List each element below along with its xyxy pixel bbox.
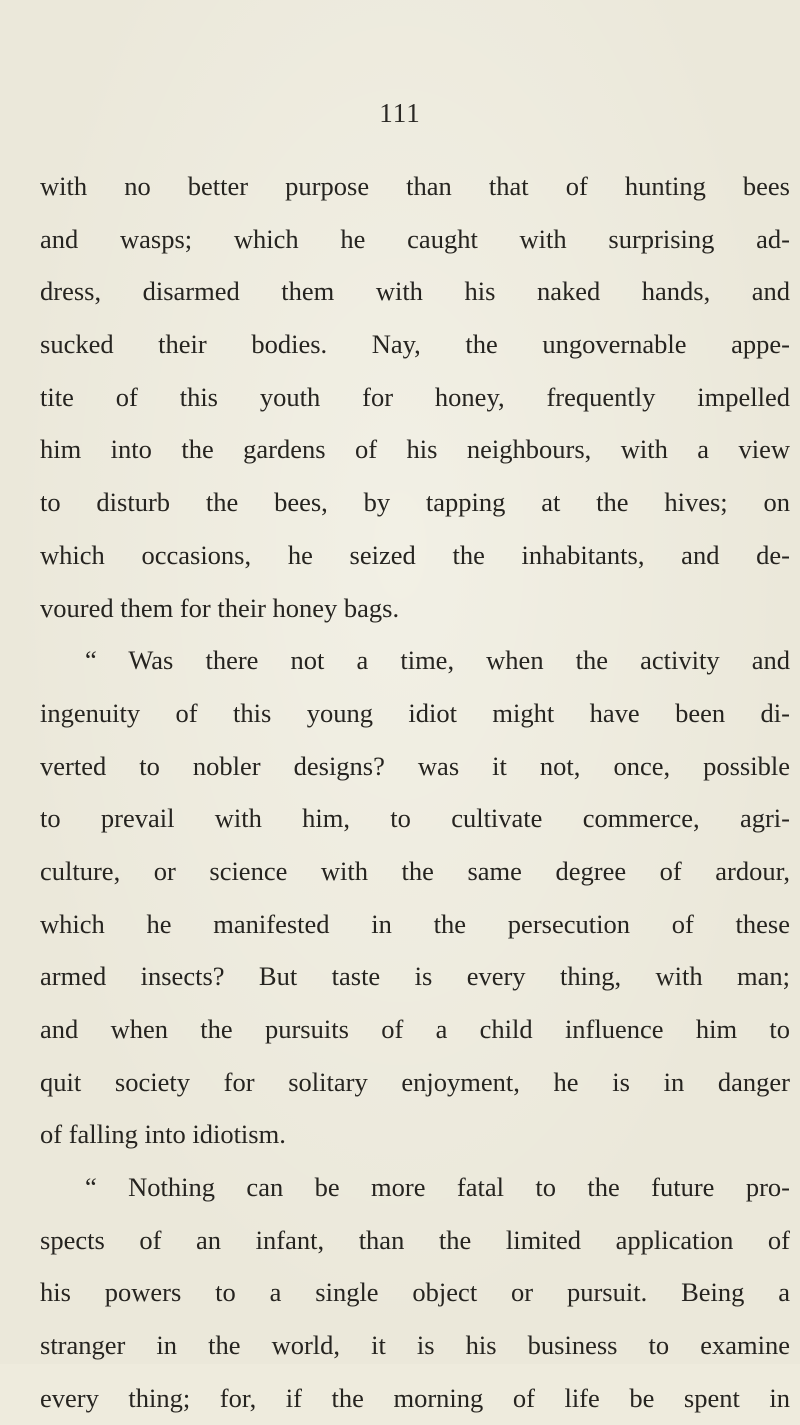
text-line: armed insects? But taste is every thing, with man;: [40, 961, 790, 992]
text-line: tite of this youth for honey, frequently impelled: [40, 381, 790, 412]
page-number: 111: [379, 98, 421, 128]
text-line: which occasions, he seized the inhabitants, and de-: [40, 539, 790, 570]
text-line: spects of an infant, than the limited application of: [40, 1224, 790, 1255]
text-line: verted to nobler designs? was it not, once, possible: [40, 750, 790, 781]
text-line: and when the pursuits of a child influence him to: [40, 1014, 790, 1044]
text-line: quit society for solitary enjoyment, he is in danger: [40, 1066, 790, 1097]
text-line: to prevail with him, to cultivate commerce, agri-: [40, 803, 790, 834]
text-line: “ Was there not a time, when the activity and: [85, 645, 790, 676]
text-line: him into the gardens of his neighbours, with a view: [40, 434, 790, 465]
text-line: every thing; for, if the morning of life be spent in: [40, 1382, 790, 1413]
text-line: with no better purpose than that of hunting bees: [40, 171, 790, 201]
text-line: stranger in the world, it is his business to examine: [40, 1330, 790, 1361]
text-line: of falling into idiotism.: [40, 1119, 286, 1150]
text-line: “ Nothing can be more fatal to the future pro-: [85, 1172, 790, 1203]
body-text: [40, 160, 790, 1425]
text-line: sucked their bodies. Nay, the ungovernable appe-: [40, 329, 790, 360]
text-line: and wasps; which he caught with surprising ad-: [40, 223, 790, 254]
text-line: ingenuity of this young idiot might have been di-: [40, 697, 790, 728]
text-line: voured them for their honey bags.: [40, 592, 400, 623]
text-line: his powers to a single object or pursuit. Being a: [40, 1277, 790, 1308]
text-line: dress, disarmed them with his naked hands, and: [40, 276, 790, 307]
text-line: which he manifested in the persecution of these: [40, 908, 790, 939]
text-line: culture, or science with the same degree of ardour,: [40, 855, 790, 886]
text-line: to disturb the bees, by tapping at the hives; on: [40, 487, 790, 518]
